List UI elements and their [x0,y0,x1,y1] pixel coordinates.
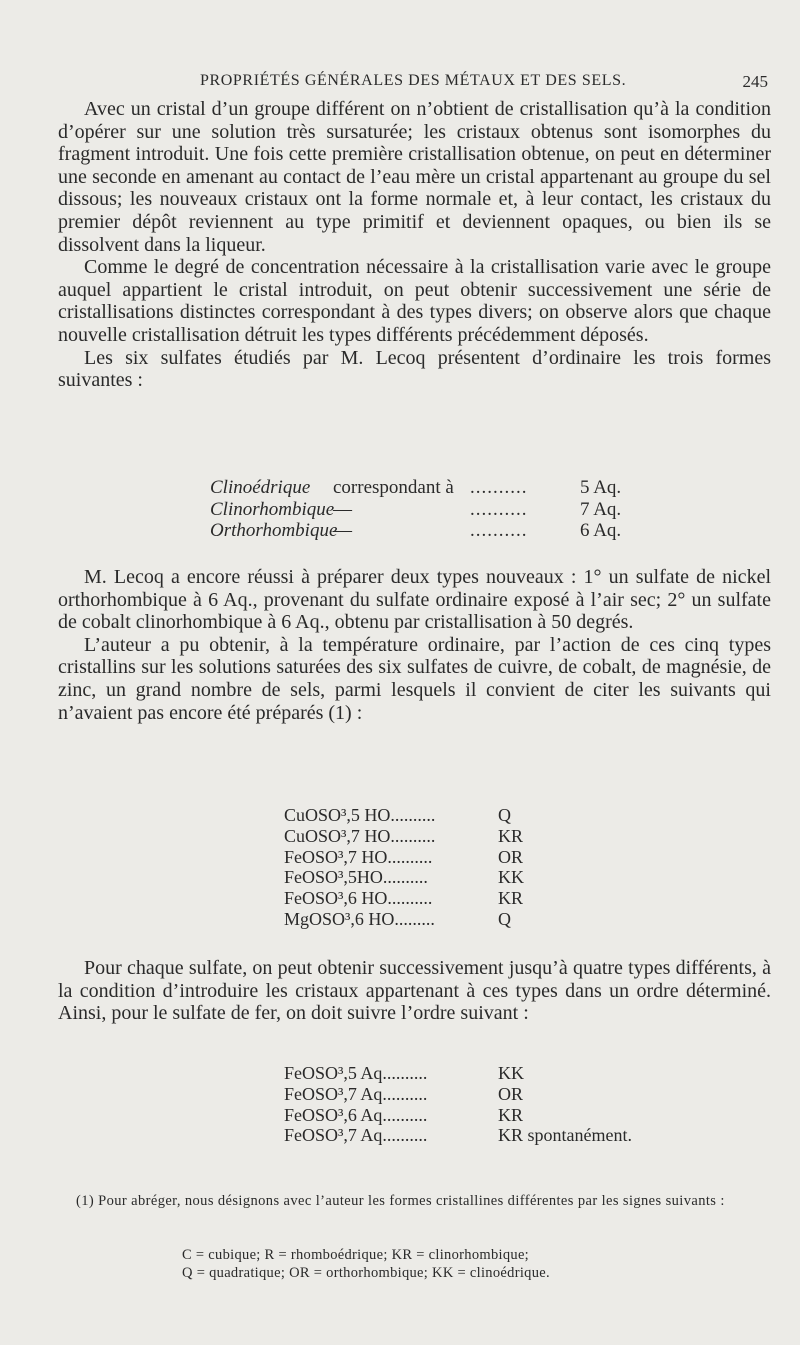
legend-line: Q = quadratique; OR = orthorhombique; KK = clinoédrique. [182,1265,550,1281]
leader-dots: .......... [470,477,528,498]
leader-dots: .......... [470,520,528,542]
form-relation: — [333,520,352,542]
form-name: Orthorhombique [210,520,338,542]
footnote-text: (1) Pour abréger, nous désignons avec l’auteur les formes cristallines différentes par les signes suivants : [76,1193,725,1209]
form-hydration: 6 Aq. [580,520,622,542]
paragraph: M. Lecoq a encore réussi à préparer deux types nouveaux : 1° un sulfate de nickel orthorhombique à 6 Aq., provenant du sulfate ordinaire exposé à l’air sec; 2° un sulfate de cobalt clinorhombique à 6 Aq., obtenu par cristallisation à 50 degrés. [58,566,771,634]
salt-form: Q [498,908,511,929]
salt-formula: CuOSO³,7 HO.......... [284,825,436,846]
salt-form: KR [498,1104,524,1125]
salt-formula: FeOSO³,5HO.......... [284,867,428,888]
form-relation: — [333,498,352,520]
body-text-section-2 [58,566,771,724]
salt-formula: FeOSO³,6 Aq.......... [284,1104,428,1125]
salt-form: OR [498,846,524,867]
page-number: 245 [742,72,768,91]
salt-form: OR [498,1083,524,1104]
salt-formula: FeOSO³,7 Aq.......... [284,1125,428,1146]
salt-form: KK [498,1063,524,1083]
salt-formula: FeOSO³,7 HO.......... [284,846,433,867]
salt-form: KR spontanément. [498,1125,632,1146]
footnote [58,1193,771,1211]
paragraph: L’auteur a pu obtenir, à la température ordinaire, par l’action de ces cinq types cristallins sur les solutions saturées des six sulfates de cuivre, de cobalt, de magnésie, de zinc, un grand nombre de sels, parmi lesquels il convient de citer les suivants qui n’avaient pas encore été préparés (1) : [58,633,771,724]
salt-form: KR [498,888,524,909]
running-head: PROPRIÉTÉS GÉNÉRALES DES MÉTAUX ET DES SELS. [200,72,627,89]
form-name: Clinoédrique [210,477,311,498]
salt-formula: FeOSO³,7 Aq.......... [284,1083,428,1104]
body-text-section-3 [58,957,771,1025]
form-hydration: 7 Aq. [580,498,622,520]
form-relation: correspondant à [333,477,454,498]
page-header [58,72,768,96]
paragraph: Les six sulfates étudiés par M. Lecoq présentent d’ordinaire les trois formes suivantes : [58,346,771,392]
paragraph: Comme le degré de concentration nécessaire à la cristallisation varie avec le groupe auquel appartient le cristal introduit, on peut obtenir successivement une série de cristallisations distinctes correspondant à des types divers; on observe alors que chaque nouvelle cristallisation détruit les types différents précédemment déposés. [58,256,771,346]
salt-formula: FeOSO³,5 Aq.......... [284,1063,428,1083]
salt-formula: FeOSO³,6 HO.......... [284,888,433,909]
footnote-legend [182,1246,550,1282]
salt-form: KK [498,867,524,888]
leader-dots: .......... [470,498,528,520]
paragraph: Avec un cristal d’un groupe différent on n’obtient de cristallisation qu’à la condition d’opérer sur une solution très sursaturée; les cristaux obtenus sont isomorphes du fragment introduit. Une fois cette première cristallisation obtenue, on peut en déterminer une seconde en amenant au contact de l’eau mère un cristal appartenant au groupe du sel dissous; les nouveaux cristaux ont la forme normale et, à leur contact, les cristaux du premier dépôt reviennent au type primitif et deviennent opaques, ou bien ils se dissolvent dans la liqueur. [58,98,771,256]
form-hydration: 5 Aq. [580,477,622,498]
form-name: Clinorhombique [210,498,335,520]
salt-form: Q [498,805,511,825]
legend-line: C = cubique; R = rhomboédrique; KR = clinorhombique; [182,1247,530,1263]
salt-formula: MgOSO³,6 HO......... [284,908,435,929]
paragraph: Pour chaque sulfate, on peut obtenir successivement jusqu’à quatre types différents, à la condition d’introduire les cristaux appartenant à ces types dans un ordre déterminé. Ainsi, pour le sulfate de fer, on doit suivre l’ordre suivant : [58,957,771,1025]
salt-formula: CuOSO³,5 HO.......... [284,805,436,825]
body-text-section-1 [58,98,771,392]
salt-form: KR [498,825,524,846]
